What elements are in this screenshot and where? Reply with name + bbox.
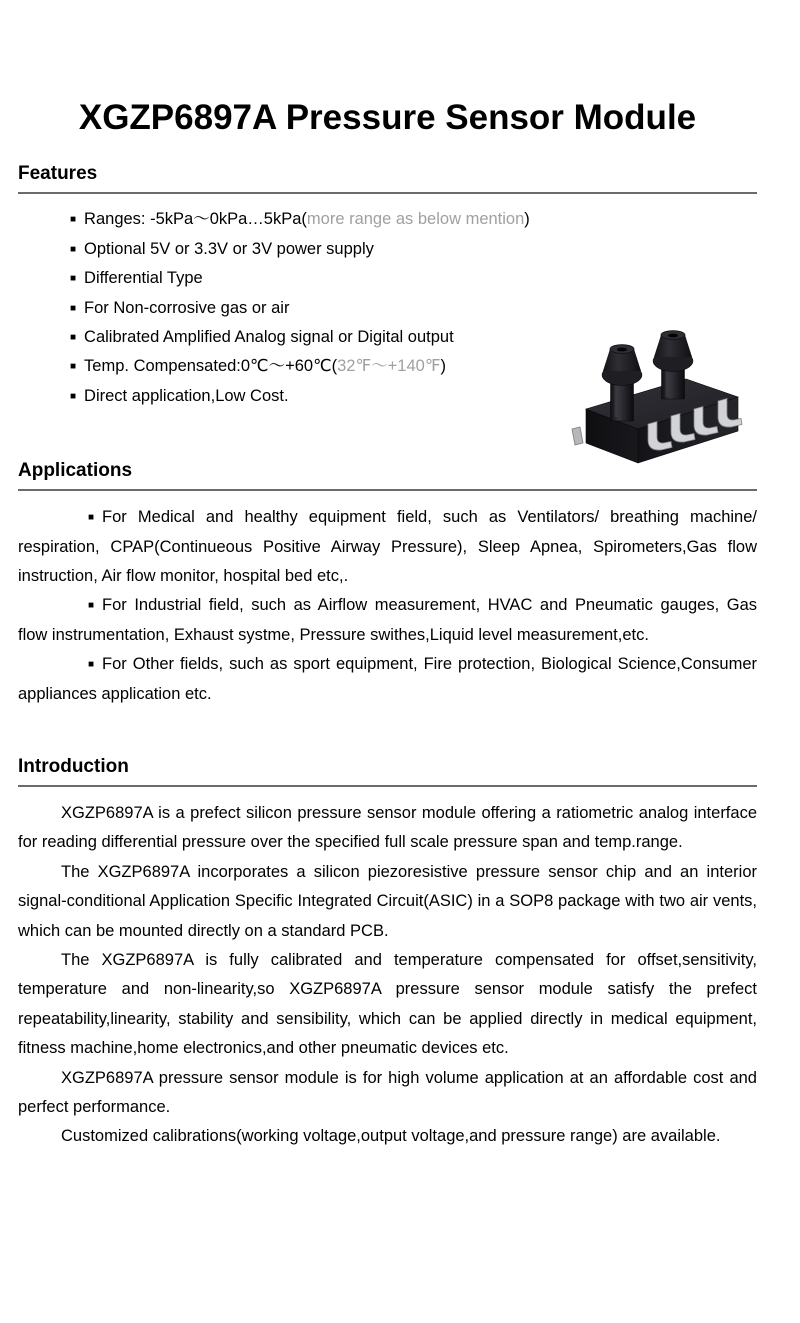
square-bullet-icon: ■ (70, 302, 77, 314)
page-title: XGZP6897A Pressure Sensor Module (78, 98, 697, 137)
square-bullet-icon: ■ (88, 512, 95, 524)
feature-text: Ranges: -5kPa～0kPa…5kPa( (84, 210, 307, 229)
square-bullet-icon: ■ (88, 659, 95, 671)
feature-text-muted: more range as below mention (306, 210, 525, 229)
product-photo (552, 295, 762, 525)
introduction-paragraph: XGZP6897A pressure sensor module is for high volume application at an affordable cost and perfect performance. (18, 1068, 757, 1117)
square-bullet-icon: ■ (70, 243, 77, 255)
feature-text: Calibrated Amplified Analog signal or Digital output (84, 327, 454, 346)
pressure-sensor-illustration (552, 295, 762, 525)
feature-text-close: ) (440, 357, 447, 376)
feature-item (70, 264, 757, 293)
application-paragraph (18, 650, 757, 709)
introduction-paragraph: XGZP6897A is a prefect silicon pressure sensor module offering a ratiometric analog interface for reading differential pressure over the specified full scale pressure span and temp.range. (18, 803, 757, 852)
feature-text: Differential Type (84, 269, 203, 288)
square-bullet-icon: ■ (70, 273, 77, 285)
square-bullet-icon: ■ (70, 361, 77, 373)
applications-heading: Applications (18, 459, 757, 491)
square-bullet-icon: ■ (70, 390, 77, 402)
feature-item (70, 205, 757, 234)
introduction-paragraph: The XGZP6897A incorporates a silicon piezoresistive pressure sensor chip and an interior signal-conditional Application Specific Integrated Circuit(ASIC) in a SOP8 package with two air vents, which can be mounted directly on a standard PCB. (18, 862, 757, 940)
introduction-paragraphs (18, 799, 757, 1152)
paragraph-text: For Industrial field, such as Airflow measurement, HVAC and Pneumatic gauges, Gas flow instrumentation, Exhaust systme, Pressure swithes,Liquid level measurement,etc. (18, 596, 757, 644)
feature-text: Temp. Compensated:0℃～+60℃( (84, 357, 338, 376)
introduction-paragraph: The XGZP6897A is fully calibrated and temperature compensated for offset,sensitivity, temperature and non-linearity,so XGZP6897A pressure sensor module satisfy the prefect repeatability,linearity, stability and sensibility, which can be applied directly in medical equipment, fitness machine,home electronics,and other pneumatic devices etc. (18, 951, 757, 1058)
application-paragraph (18, 591, 757, 650)
sensor-stub-lead (572, 427, 583, 445)
features-heading: Features (18, 162, 757, 194)
feature-item (70, 235, 757, 264)
paragraph-text: For Medical and healthy equipment field, such as Ventilators/ breathing machine/ respiration, CPAP(Continueous Positive Airway Pressure), Sleep Apnea, Spirometers,Gas flow instruction, Air flow monitor, hospital bed etc,. (18, 508, 757, 585)
introduction-paragraph: Customized calibrations(working voltage,output voltage,and pressure range) are available. (61, 1127, 721, 1146)
square-bullet-icon: ■ (70, 331, 77, 343)
square-bullet-icon: ■ (88, 600, 95, 612)
feature-text-muted: 32℉～+140℉ (337, 357, 441, 376)
introduction-heading: Introduction (18, 755, 757, 787)
datasheet-page (0, 97, 800, 1323)
feature-text: Optional 5V or 3.3V or 3V power supply (84, 239, 374, 258)
paragraph-text: For Other fields, such as sport equipment, Fire protection, Biological Science,Consumer appliances application etc. (18, 655, 757, 703)
feature-text: Direct application,Low Cost. (84, 386, 289, 405)
applications-paragraphs (18, 503, 757, 709)
section-introduction (18, 755, 757, 1152)
square-bullet-icon: ■ (70, 214, 77, 226)
feature-text: For Non-corrosive gas or air (84, 298, 290, 317)
feature-text-close: ) (524, 210, 530, 229)
